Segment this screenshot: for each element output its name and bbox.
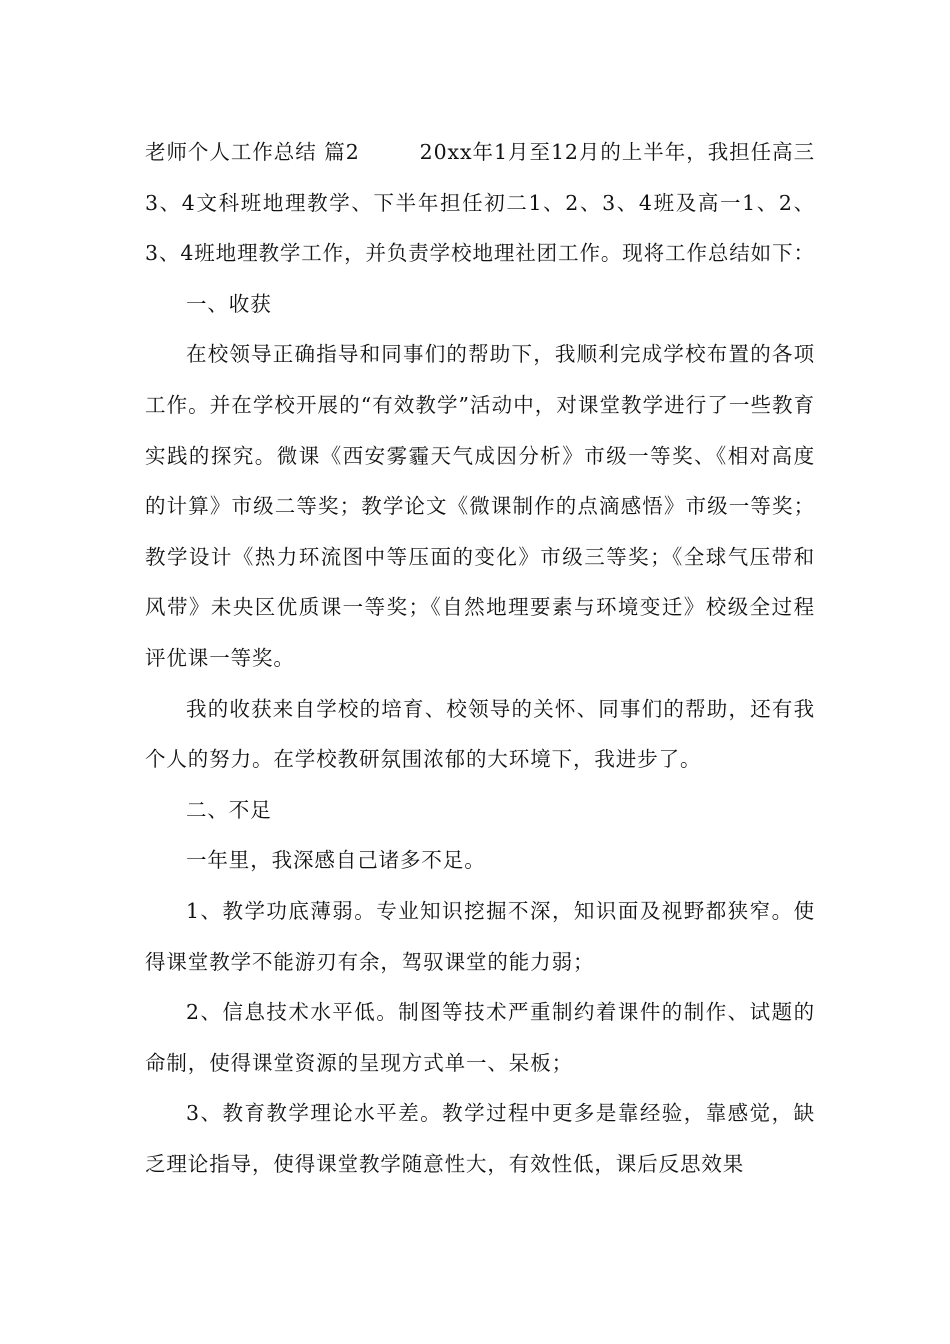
paragraph-shortcomings-intro: 一年里，我深感自己诸多不足。	[186, 848, 486, 873]
paragraph-gains-source: 我的收获来自学校的培育、校领导的关怀、同事们的帮助，还有我个人的努力。在学校教研氛围浓郁的大环境下，我进步了。	[145, 696, 815, 772]
intro-text: 20xx年1月至12月的上半年，我担任高三3、4文科班地理教学、下半年担任初二1、2、3、4班及高一1、2、3、4班地理教学工作，并负责学校地理社团工作。现将工作总结如下：	[145, 140, 815, 266]
paragraph-shortcoming-1: 1、教学功底薄弱。专业知识挖掘不深，知识面及视野都狭窄。使得课堂教学不能游刃有余，驾驭课堂的能力弱；	[145, 898, 815, 974]
document-title: 老师个人工作总结 篇2	[145, 140, 360, 164]
section-heading-gains: 一、收获	[186, 291, 272, 316]
first-paragraph	[145, 127, 815, 279]
section-heading-shortcomings: 二、不足	[186, 797, 272, 822]
paragraph-gains-detail: 在校领导正确指导和同事们的帮助下，我顺利完成学校布置的各项工作。并在学校开展的“有效教学”活动中，对课堂教学进行了一些教育实践的探究。微课《西安雾霾天气成因分析》市级一等奖、《相对高度的计算》市级二等奖；教学论文《微课制作的点滴感悟》市级一等奖；教学设计《热力环流图中等压面的变化》市级三等奖；《全球气压带和风带》未央区优质课一等奖；《自然地理要素与环境变迁》校级全过程评优课一等奖。	[145, 342, 815, 670]
document-body	[145, 127, 815, 1189]
paragraph-shortcoming-2: 2、信息技术水平低。制图等技术严重制约着课件的制作、试题的命制，使得课堂资源的呈现方式单一、呆板；	[145, 1000, 815, 1075]
paragraph-shortcoming-3: 3、教育教学理论水平差。教学过程中更多是靠经验，靠感觉，缺乏理论指导，使得课堂教学随意性大，有效性低，课后反思效果	[145, 1101, 815, 1176]
